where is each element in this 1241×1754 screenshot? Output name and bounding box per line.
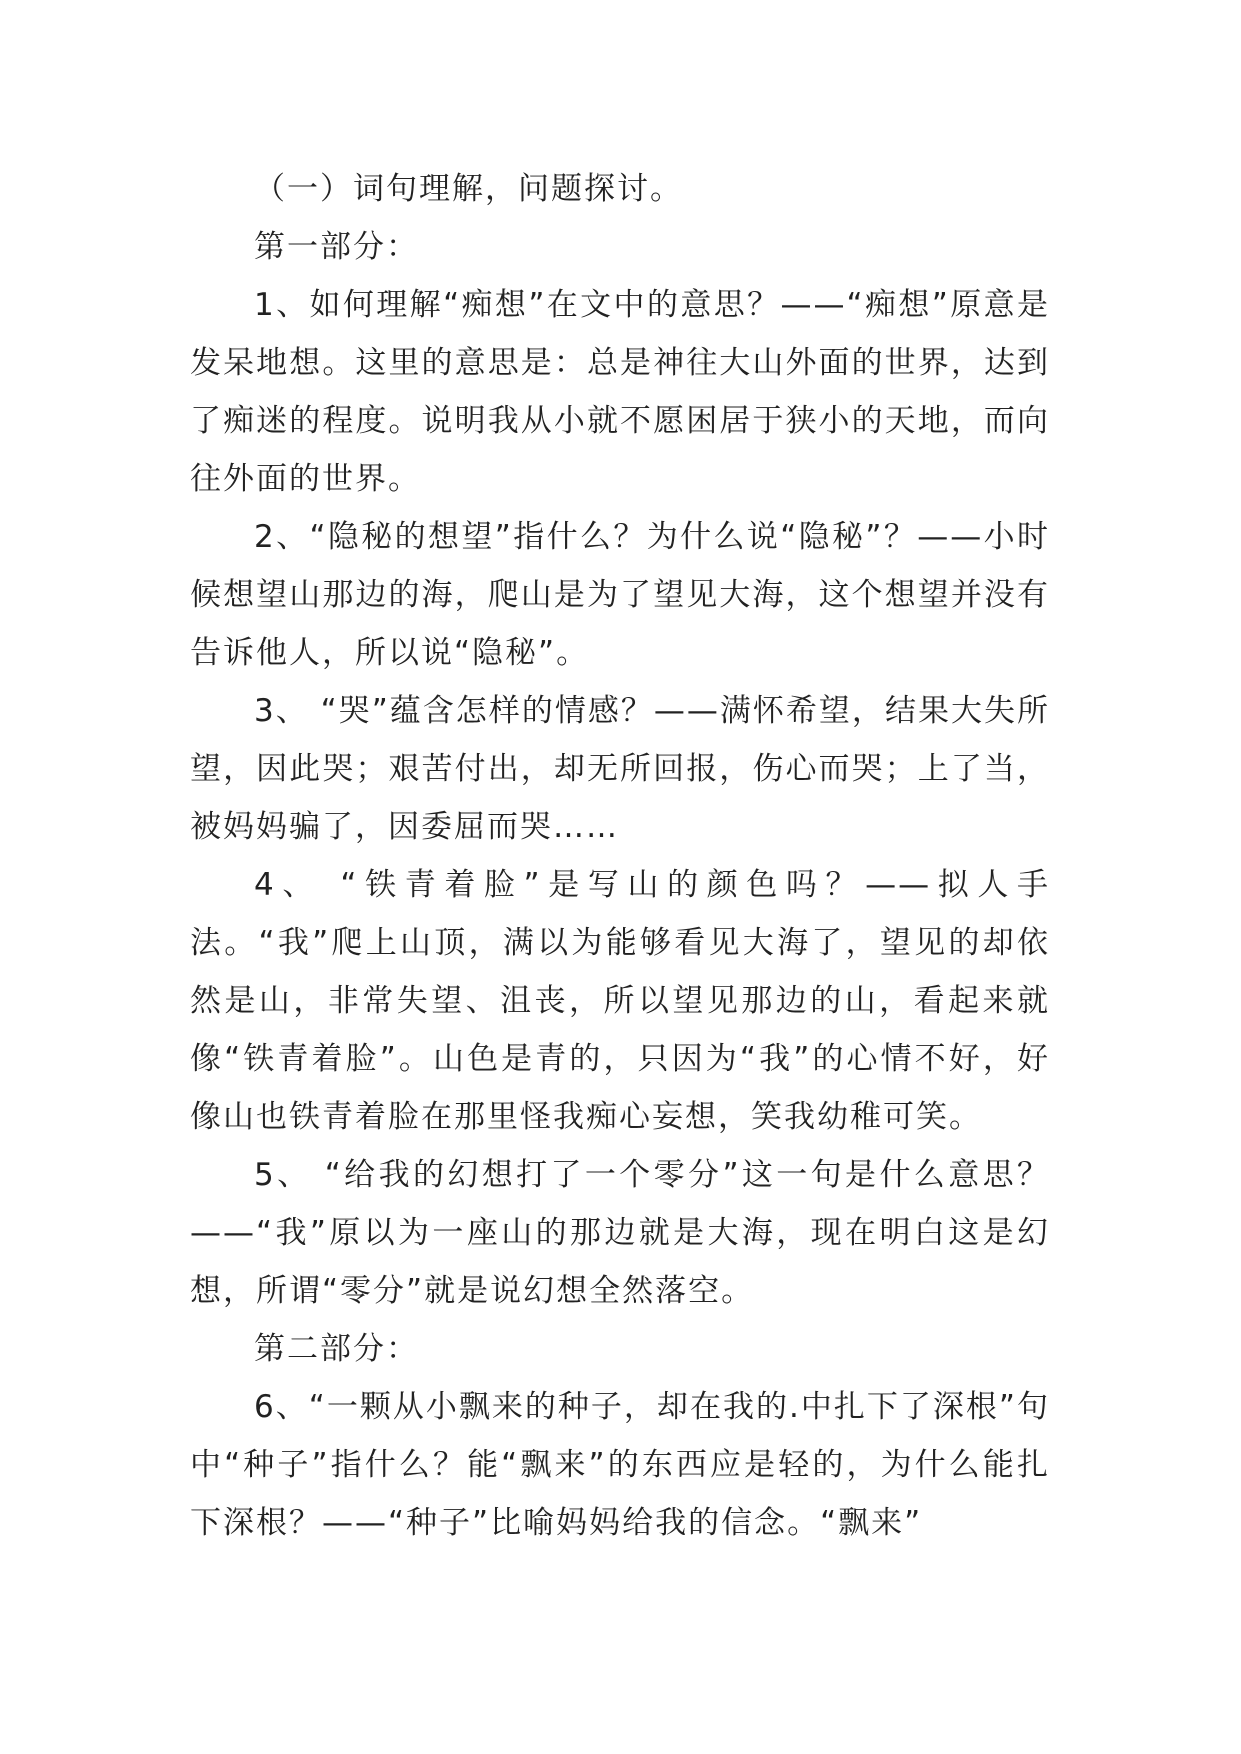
question-paragraph-4: 4、 “铁青着脸”是写山的颜色吗？——拟人手法。“我”爬上山顶，满以为能够看见大海了，望见的却依然是山，非常失望、沮丧，所以望见那边的山，看起来就像“铁青着脸”。山色是青的，只因为“我”的心情不好，好像山也铁青着脸在那里怪我痴心妄想，笑我幼稚可笑。	[190, 867, 1050, 1135]
section-heading: （一）词句理解，问题探讨。	[254, 171, 683, 207]
question-paragraph-3: 3、 “哭”蕴含怎样的情感？——满怀希望，结果大失所望，因此哭；艰苦付出，却无所回报，伤心而哭；上了当，被妈妈骗了，因委屈而哭……	[190, 693, 1050, 845]
document-body	[190, 160, 1050, 1552]
question-paragraph-1: 1、如何理解“痴想”在文中的意思？——“痴想”原意是发呆地想。这里的意思是：总是神往大山外面的世界，达到了痴迷的程度。说明我从小就不愿困居于狭小的天地，而向往外面的世界。	[190, 287, 1050, 497]
question-paragraph-6: 6、“一颗从小飘来的种子，却在我的.中扎下了深根”句中“种子”指什么？能“飘来”的东西应是轻的，为什么能扎下深根？——“种子”比喻妈妈给我的信念。“飘来”	[190, 1389, 1050, 1541]
question-paragraph-2: 2、“隐秘的想望”指什么？为什么说“隐秘”？——小时候想望山那边的海，爬山是为了望见大海，这个想望并没有告诉他人，所以说“隐秘”。	[190, 519, 1050, 671]
question-paragraph-5: 5、 “给我的幻想打了一个零分”这一句是什么意思？——“我”原以为一座山的那边就是大海，现在明白这是幻想，所谓“零分”就是说幻想全然落空。	[190, 1157, 1050, 1309]
part-heading-1: 第一部分：	[254, 229, 419, 265]
part-heading-2: 第二部分：	[254, 1331, 419, 1367]
